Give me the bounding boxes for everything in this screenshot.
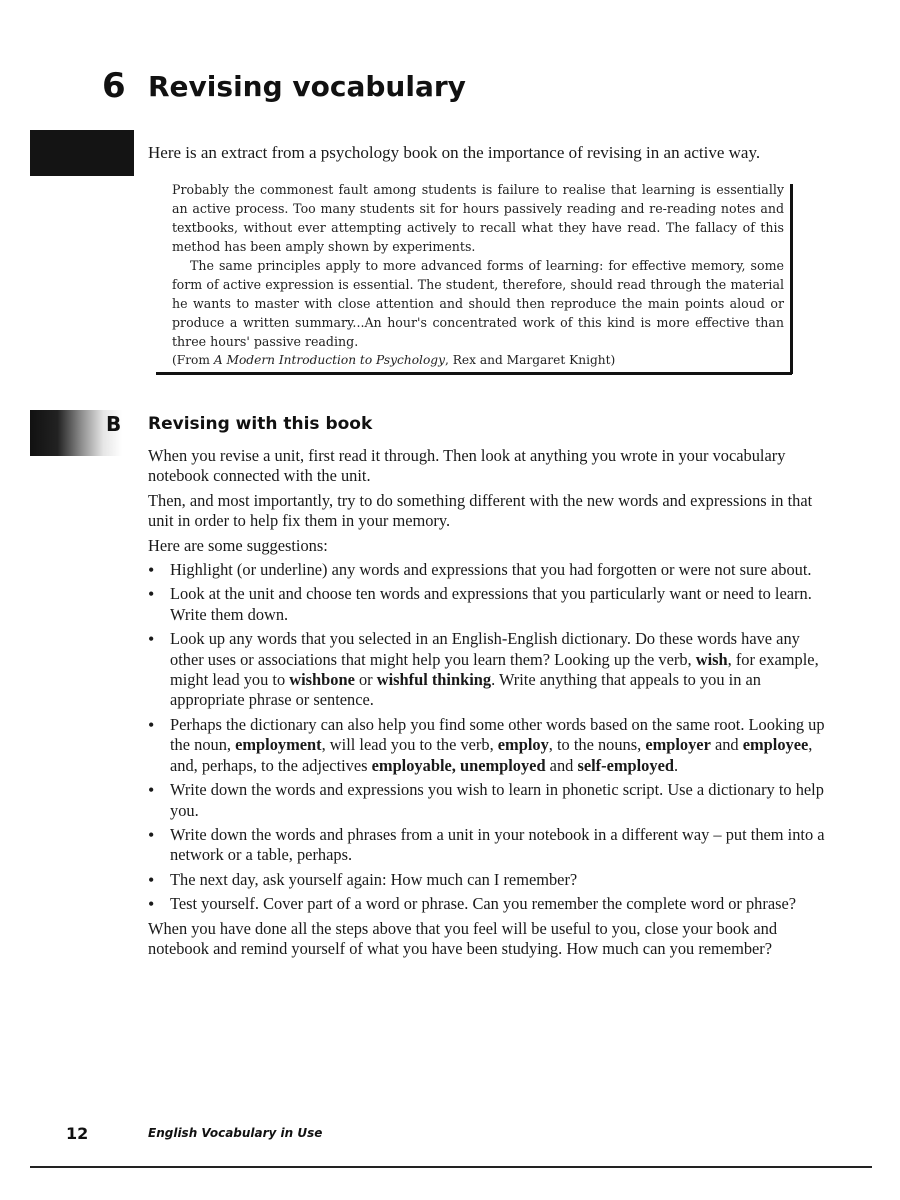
keyword: employ: [497, 735, 549, 755]
list-item: • The next day, ask yourself again: How much can I remember?: [148, 870, 832, 890]
suggestion-list: [148, 560, 832, 915]
text-run: and: [545, 755, 578, 775]
keyword: employment: [235, 735, 322, 755]
text-run: , for example, might lead you to: [170, 649, 819, 690]
text-run: , and, perhaps, to the adjectives: [170, 735, 813, 775]
text-run: and: [710, 735, 743, 755]
extract-box: [172, 180, 784, 370]
source-suffix: , Rex and Margaret Knight): [444, 353, 616, 367]
keyword: wish: [695, 649, 728, 669]
section-b-heading: Revising with this book: [148, 414, 373, 434]
list-item: [148, 715, 832, 776]
list-item: • Look at the unit and choose ten words and expressions that you particularly want or need to learn. Write them down.: [148, 584, 832, 625]
source-title: A Modern Introduction to Psychology: [213, 353, 445, 367]
text-run: . Write anything that appeals to you in an appropriate phrase or sentence.: [170, 670, 761, 710]
section-b-body: [148, 446, 832, 963]
paragraph: Then, and most importantly, try to do something different with the new words and expressions in that unit in order to help fix them in your memory.: [148, 490, 813, 531]
paragraph: Here are some suggestions:: [148, 535, 328, 555]
text-run: .: [673, 755, 679, 775]
keyword: self-employed: [577, 755, 674, 775]
list-item: • Highlight (or underline) any words and expressions that you had forgotten or were not sure about.: [148, 560, 832, 580]
text-run: Look up any words that you selected in an English-English dictionary. Do these words have any other uses or associations that might help you learn them? Looking up the verb,: [170, 629, 800, 669]
source-prefix: (From: [172, 353, 214, 367]
footer-rule: [30, 1166, 872, 1168]
extract-paragraph: The same principles apply to more advanced forms of learning: for effective memory, some form of active expression is essential. The student, therefore, should read through the material he wants to master with close attention and should then reproduce the main points aloud or produce a written summary...An hour's concentrated work of this kind is more effective than three hours' passive reading.: [172, 258, 784, 349]
keyword: employer: [645, 735, 711, 755]
list-item: • Write down the words and phrases from a unit in your notebook in a different way – put them into a network or a table, perhaps.: [148, 825, 832, 866]
text-run: Perhaps the dictionary can also help you find some other words based on the same root. Looking up the noun,: [170, 714, 825, 755]
extract-box-bottom-border: [156, 372, 792, 375]
section-a-intro: Here is an extract from a psychology book on the importance of revising in an active way.: [148, 143, 761, 162]
keyword: wishful thinking: [376, 670, 492, 690]
unit-number: 6: [102, 66, 126, 106]
list-item: • Test yourself. Cover part of a word or phrase. Can you remember the complete word or phrase?: [148, 894, 832, 914]
list-item: [148, 629, 832, 711]
extract-paragraph: Probably the commonest fault among students is failure to realise that learning is essentially an active process. Too many students sit for hours passively reading and re-reading notes and textbooks, without ever attempting actively to recall what they have read. The fallacy of this method has been amply shown by experiments.: [172, 182, 784, 254]
paragraph: When you revise a unit, first read it through. Then look at anything you wrote in your vocabulary notebook connected with the unit.: [148, 446, 786, 486]
list-item: • Write down the words and expressions you wish to learn in phonetic script. Use a dictionary to help you.: [148, 780, 832, 821]
book-title: English Vocabulary in Use: [148, 1126, 323, 1140]
section-a-marker: [30, 130, 134, 176]
keyword: employee: [742, 735, 809, 755]
page-title: Revising vocabulary: [148, 70, 466, 103]
extract-source: [172, 351, 784, 370]
paragraph: When you have done all the steps above that you feel will be useful to you, close your book and notebook and remind yourself of what you have been studying. How much can you remember?: [148, 918, 778, 958]
keyword: employable, unemployed: [371, 755, 546, 775]
text-run: or: [354, 670, 377, 690]
section-b-letter: B: [106, 412, 122, 436]
page-number: 12: [66, 1124, 89, 1143]
keyword: wishbone: [289, 670, 355, 690]
text-run: , to the nouns,: [548, 735, 646, 755]
extract-box-right-border: [790, 184, 793, 374]
text-run: , will lead you to the verb,: [321, 735, 498, 755]
